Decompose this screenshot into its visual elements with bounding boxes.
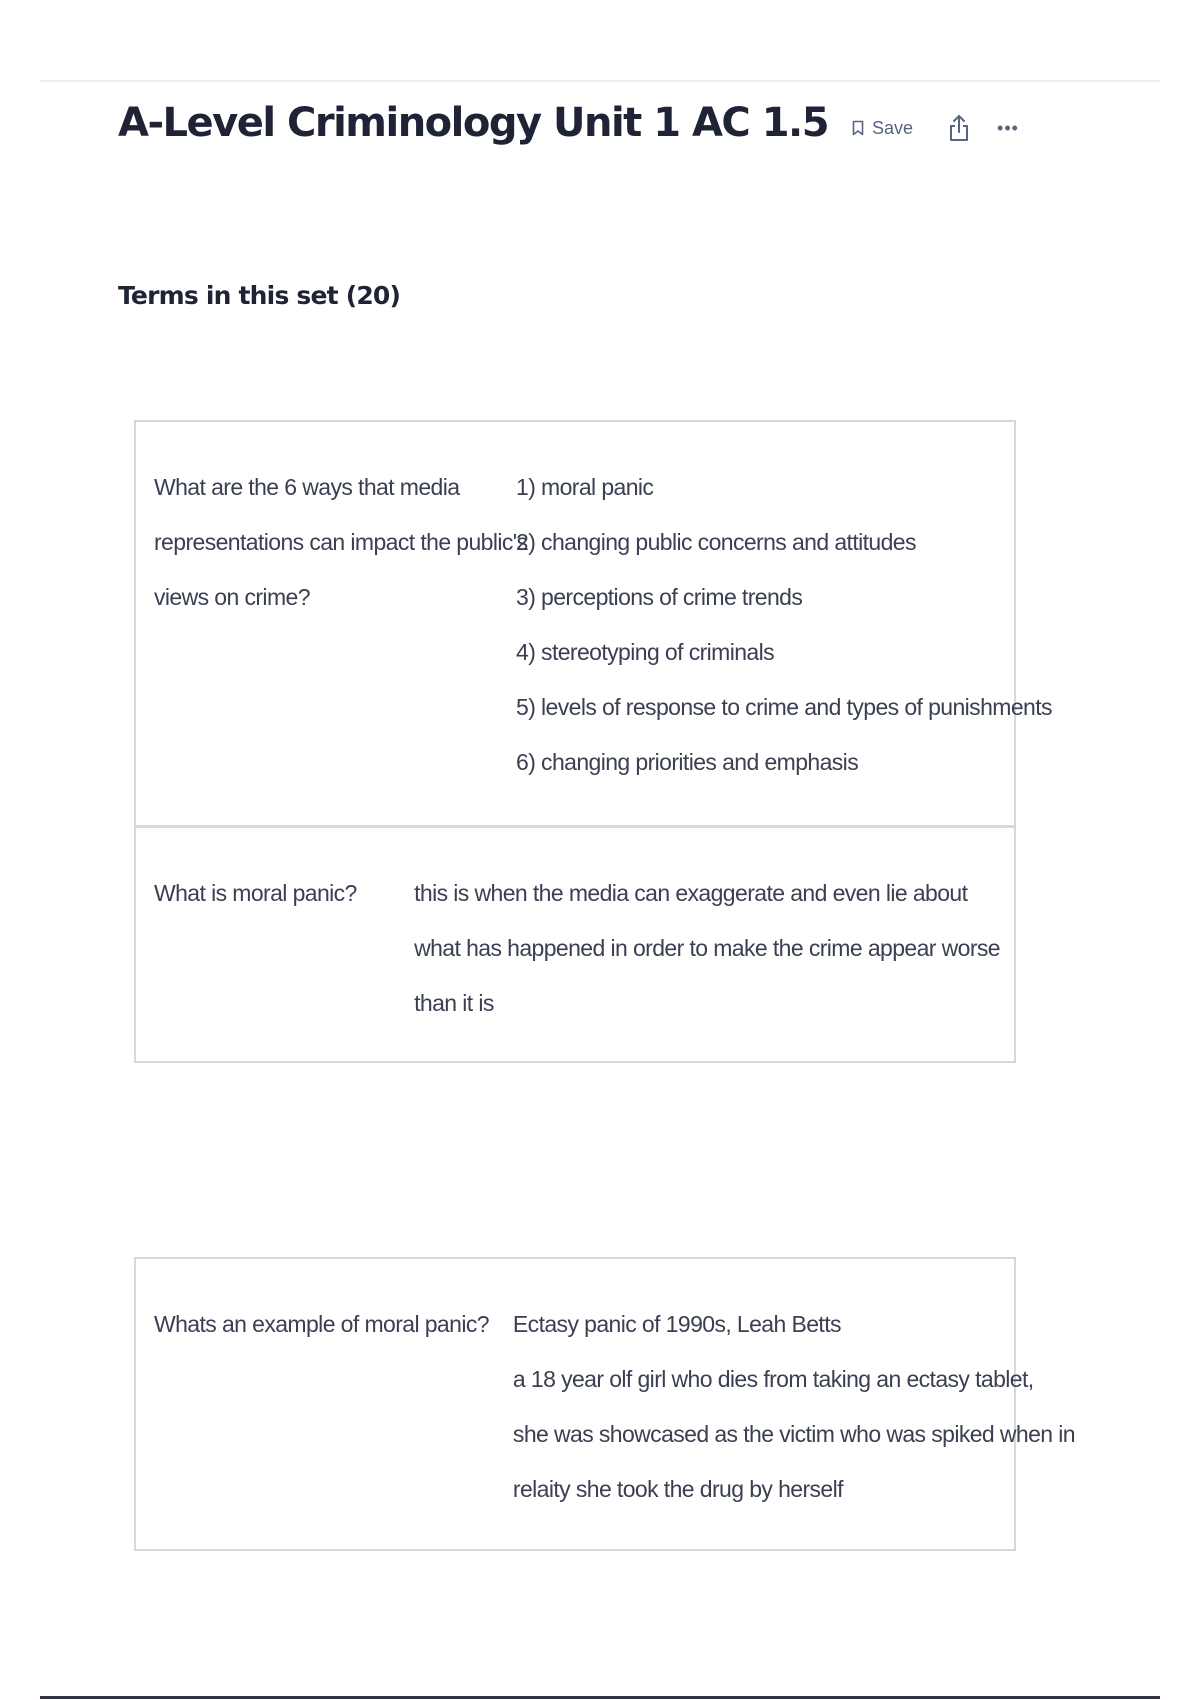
card-term [136,828,390,1061]
definition-line: than it is [414,990,494,1016]
term-card[interactable] [136,825,1014,1061]
card-definition [492,422,1066,825]
definition-line: 4) stereotyping of criminals [516,639,775,665]
definition-line: Ectasy panic of 1990s, Leah Betts [512,1311,841,1337]
definition-line: 3) perceptions of crime trends [516,584,803,610]
terms-heading: Terms in this set (20) [118,281,401,310]
term-line: What are the 6 ways that media [154,474,460,500]
card-definition [390,828,1014,1061]
share-icon [948,113,970,143]
top-divider [40,80,1160,82]
term-line: Whats an example of moral panic? [154,1311,489,1337]
card-term [136,422,528,825]
save-label: Save [872,117,914,138]
bookmark-icon [852,120,864,136]
term-line: What is moral panic? [154,880,357,906]
term-card[interactable] [136,1259,1075,1549]
save-button[interactable] [852,118,913,139]
term-card[interactable] [136,422,1052,825]
bottom-divider [40,1696,1160,1699]
definition-line: 2) changing public concerns and attitudes [516,529,916,555]
share-button[interactable] [947,112,971,144]
definition-line: 5) levels of response to crime and types of punishments [516,694,1052,720]
definition-line: what has happened in order to make the crime appear worse [414,935,1000,961]
term-line: views on crime? [154,584,310,610]
definition-line: 1) moral panic [516,474,654,500]
definition-line: relaity she took the drug by herself [512,1476,843,1502]
more-button[interactable] [997,119,1019,137]
definition-line: this is when the media can exaggerate and even lie about [414,880,968,906]
definition-line: she was showcased as the victim who was spiked when in [512,1421,1075,1447]
term-card-group [134,1257,1075,1551]
term-line: representations can impact the public's [154,529,528,555]
term-card-group [134,420,1052,1063]
definition-line: 6) changing priorities and emphasis [516,749,859,775]
definition-line: a 18 year olf girl who dies from taking an ectasy tablet, [512,1366,1034,1392]
card-definition [489,1259,1089,1549]
card-term [136,1259,489,1549]
page-title: A-Level Criminology Unit 1 AC 1.5 [118,100,829,146]
more-icon: ••• [997,118,1019,138]
header-actions [852,110,1019,146]
